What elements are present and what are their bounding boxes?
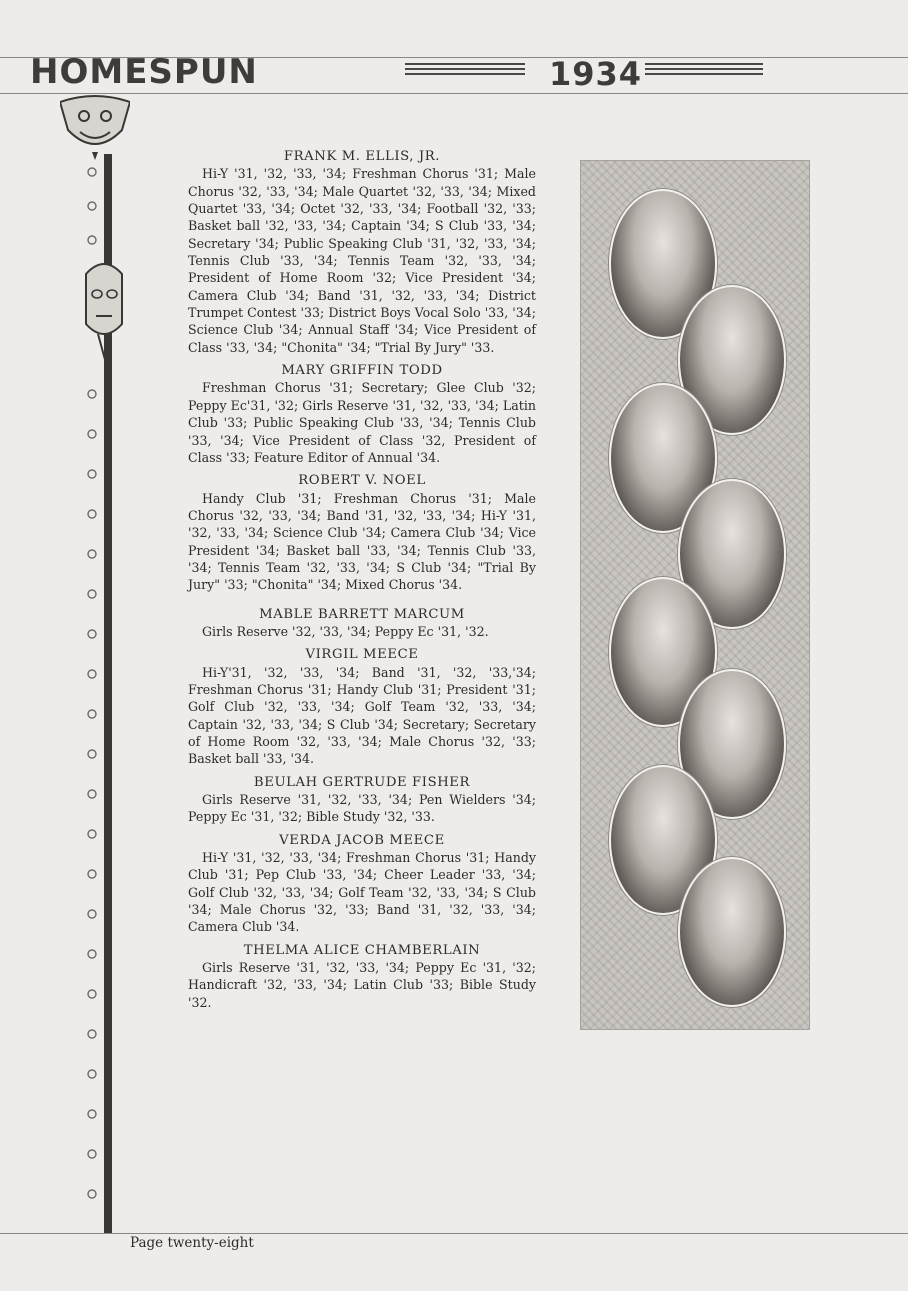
biography-column <box>188 148 536 1017</box>
portrait-panel <box>580 160 810 1030</box>
header-lines-right <box>645 63 763 75</box>
entry-thelma-chamberlain <box>188 942 536 1011</box>
header-rule-bottom <box>0 93 908 94</box>
entry-bio: Hi-Y '31, '32, '33, '34; Freshman Chorus '31; Male Chorus '32, '33, '34; Male Quartet '32, '33, '34; Mixed Quartet '33, '34; Octet '32, '33, '34; Football '32, '33; Basket ball '32, '33, '34; Captain '34; S Club '33, '34; Secretary '34; Public Speaking Club '31, '32, '33, '34; Tennis Club '33, '34; Tennis Team '32, '33, '34; President of Home Room '32; Vice President '34; Camera Club '34; Band '31, '32, '33, '34; District Trumpet Contest '33; District Boys Vocal Solo '33, '34; Science Club '34; Annual Staff '34; Vice President of Class '33, '34; "Chonita" '34; "Trial By Jury" '33. <box>188 166 536 355</box>
portrait-photo <box>678 857 786 1007</box>
header-lines-left <box>405 63 525 75</box>
entry-bio: Girls Reserve '31, '32, '33, '34; Peppy Ec '31, '32; Handicraft '32, '33, '34; Latin Club '33; Bible Study '32. <box>188 960 536 1010</box>
entry-robert-noel <box>188 472 536 593</box>
entry-bio: Girls Reserve '31, '32, '33, '34; Pen Wielders '34; Peppy Ec '31, '32; Bible Study '32, '33. <box>188 792 536 825</box>
entry-mable-marcum <box>188 606 536 641</box>
page-number: Page twenty-eight <box>130 1235 254 1251</box>
entry-name: FRANK M. ELLIS, JR. <box>283 149 441 164</box>
entry-name: BEULAH GERTRUDE FISHER <box>253 774 471 790</box>
grinning-mask-icon <box>60 96 130 160</box>
header-title: HOMESPUN <box>30 52 258 92</box>
entry-name: THELMA ALICE CHAMBERLAIN <box>243 942 481 958</box>
entry-name: MARY GRIFFIN TODD <box>281 363 443 379</box>
entry-frank-ellis <box>188 148 536 356</box>
entry-virgil-meece <box>188 646 536 767</box>
entry-name: MABLE BARRETT MARCUM <box>259 606 465 622</box>
entry-bio: Handy Club '31; Freshman Chorus '31; Male Chorus '32, '33, '34; Band '31, '32, '33, '34; Hi-Y '31, '32, '33, '34; Science Club '34; Camera Club '34; Vice President '34; Basket ball '33, '34; Tennis Club '33, '34; Tennis Team '32, '33, '34; S Club '34; "Trial By Jury" '33; "Chonita" '34; Mixed Chorus '34. <box>188 490 536 593</box>
entry-name: ROBERT V. NOEL <box>298 473 426 489</box>
entry-bio: Hi-Y'31, '32, '33, '34; Band '31, '32, '33,'34; Freshman Chorus '31; Handy Club '31; President '31; Golf Club '32, '33, '34; Golf Team '32, '33, '34; Captain '32, '33, '34; S Club '34; Secretary; Secretary of Home Room '32, '33, '34; Male Chorus '32, '33; Basket ball '33, '34. <box>188 664 536 767</box>
entry-mary-todd <box>188 362 536 466</box>
entry-bio: Freshman Chorus '31; Secretary; Glee Club '32; Peppy Ec'31, '32; Girls Reserve '31, '32, '33, '34; Latin Club '33; Public Speaking Club '33, '34; Tennis Club '33, '34; Vice President of Class '32, President of Class '33; Feature Editor of Annual '34. <box>188 380 536 465</box>
totem-pole-ornament <box>60 94 130 1234</box>
entry-verda-meece <box>188 832 536 936</box>
entry-bio: Girls Reserve '32, '33, '34; Peppy Ec '31, '32. <box>202 623 489 639</box>
footer-rule <box>0 1233 908 1234</box>
entry-bio: Hi-Y '31, '32, '33, '34; Freshman Chorus '31; Handy Club '31; Pep Club '33, '34; Cheer Leader '33, '34; Golf Club '32, '33, '34; Golf Team '32, '33, '34; S Club '34; Male Chorus '32, '33; Band '31, '32, '33, '34; Camera Club '34. <box>188 850 536 935</box>
entry-name: VIRGIL MEECE <box>305 647 419 663</box>
entry-name: VERDA JACOB MEECE <box>279 832 445 848</box>
entry-beulah-fisher <box>188 774 536 826</box>
header-year: 1934 <box>549 55 643 93</box>
